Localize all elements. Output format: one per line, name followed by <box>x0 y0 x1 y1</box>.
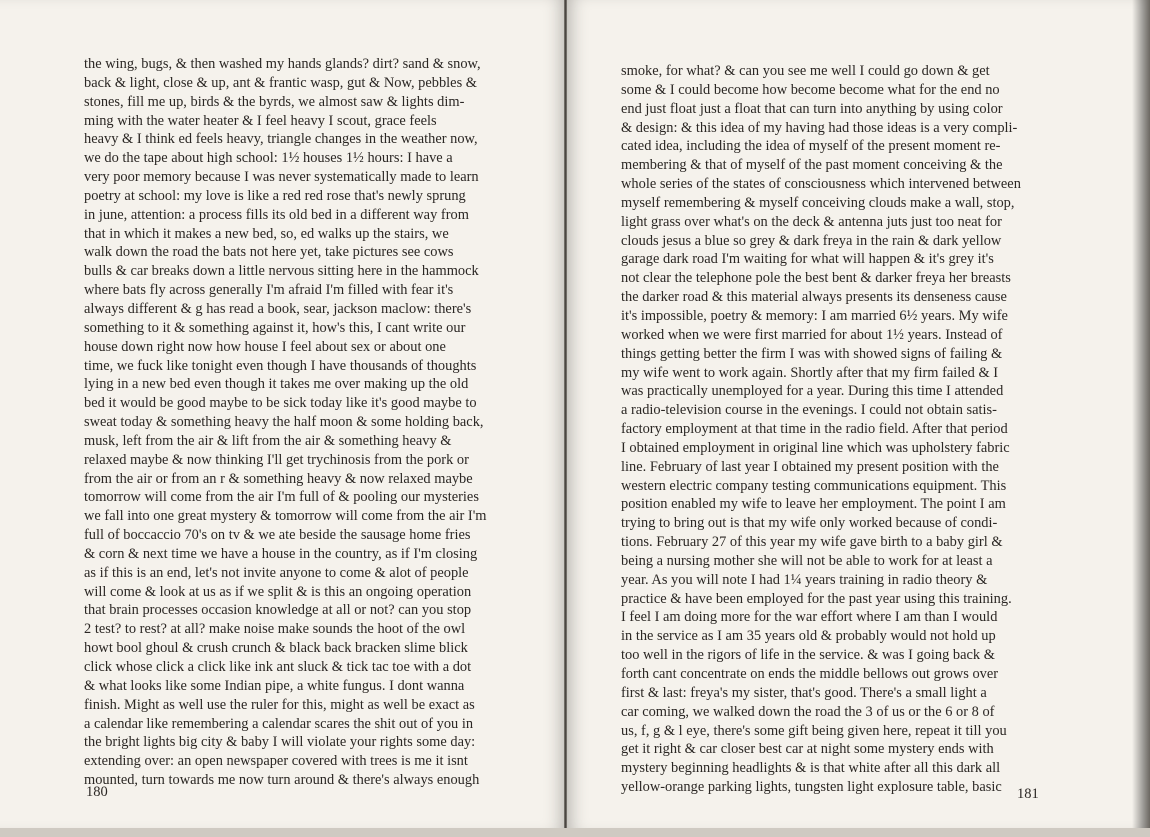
text-line: howt bool ghoul & crush crunch & black back bracken slime blick <box>84 640 468 657</box>
text-line: that brain processes occasion knowledge at all or not? can you stop <box>84 602 472 619</box>
text-line: & what looks like some Indian pipe, a white fungus. I dont wanna <box>84 677 465 694</box>
text-line: tions. February 27 of this year my wife gave birth to a baby girl & <box>621 534 1003 551</box>
text-line: myself remembering & myself conceiving clouds make a wall, stop, <box>621 194 1015 211</box>
text-line: as if this is an end, let's not invite anyone to come & alot of people <box>84 564 469 581</box>
text-line: year. As you will note I had 1¼ years training in radio theory & <box>621 571 988 588</box>
text-line: in june, attention: a process fills its old bed in a different way from <box>84 206 469 223</box>
scan-bottom-edge <box>0 828 1150 837</box>
text-line: worked when we were first married for about 1½ years. Instead of <box>621 326 1003 343</box>
text-line: where bats fly across generally I'm afraid I'm filled with fear it's <box>84 282 454 299</box>
text-line: & design: & this idea of my having had those ideas is a very compli- <box>621 119 1018 136</box>
text-line: that in which it makes a new bed, so, ed walks up the stairs, we <box>84 225 449 242</box>
text-line: relaxed maybe & now thinking I'll get trychinosis from the pork or <box>84 451 469 468</box>
text-line: back & light, close & up, ant & frantic wasp, gut & Now, pebbles & <box>84 74 477 91</box>
text-line: first & last: freya's my sister, that's good. There's a small light a <box>621 684 987 701</box>
text-line: & corn & next time we have a house in the country, as if I'm closing <box>84 545 478 562</box>
text-line: line. February of last year I obtained my present position with the <box>621 458 999 475</box>
text-line: from the air or from an r & something heavy & now relaxed maybe <box>84 470 473 487</box>
text-line: the darker road & this material always presents its denseness cause <box>621 289 1007 306</box>
text-line: bed it would be good maybe to be sick today like it's good maybe to <box>84 395 477 412</box>
text-line: poetry at school: my love is like a red red rose that's newly sprung <box>84 187 466 204</box>
text-line: trying to bring out is that my wife only worked because of condi- <box>621 515 998 532</box>
left-page-text <box>84 55 554 790</box>
text-line: not clear the telephone pole the best bent & darker freya her breasts <box>621 270 1011 287</box>
text-line: get it right & car closer best car at night some mystery ends with <box>621 741 994 758</box>
text-line: click whose click a click like ink ant sluck & tick tac toe with a dot <box>84 659 472 675</box>
text-line: mounted, turn towards me now turn around & there's always enough <box>84 772 480 789</box>
text-line: cated idea, including the idea of myself of the present moment re- <box>621 138 1001 155</box>
text-line: my wife went to work again. Shortly after that my firm failed & I <box>621 364 999 381</box>
text-line: we fall into one great mystery & tomorrow will come from the air I'm <box>84 508 487 525</box>
text-line: the wing, bugs, & then washed my hands glands? dirt? sand & snow, <box>84 56 481 72</box>
text-line: light grass over what's on the deck & antenna juts just too neat for <box>621 213 1002 230</box>
text-line: ming with the water heater & I feel heavy I scout, grace feels <box>84 112 437 129</box>
text-line: sweat today & something heavy the half moon & some holding back, <box>84 414 484 431</box>
text-line: a calendar like remembering a calendar scares the shit out of you in <box>84 715 474 732</box>
book-gutter <box>564 0 567 830</box>
text-line: smoke, for what? & can you see me well I could go down & get <box>621 63 990 79</box>
text-line: full of boccaccio 70's on tv & we ate beside the sausage home fries <box>84 527 471 544</box>
text-line: in the service as I am 35 years old & probably would not hold up <box>621 628 996 645</box>
text-line: practice & have been employed for the past year using this training. <box>621 590 1012 607</box>
text-line: whole series of the states of consciousness which intervened between <box>621 176 1021 193</box>
text-line: we do the tape about high school: 1½ houses 1½ hours: I have a <box>84 150 453 167</box>
text-line: clouds jesus a blue so grey & dark freya in the rain & dark yellow <box>621 232 1002 249</box>
text-line: car coming, we walked down the road the 3 of us or the 6 or 8 of <box>621 703 995 720</box>
text-line: always different & g has read a book, sear, jackson maclow: there's <box>84 300 472 317</box>
text-line: it's impossible, poetry & memory: I am married 6½ years. My wife <box>621 307 1008 324</box>
text-line: us, f, g & l eye, there's some gift being given here, repeat it till you <box>621 722 1007 739</box>
text-line: time, we fuck like tonight even though I have thousands of thoughts <box>84 357 477 374</box>
text-line: bulls & car breaks down a little nervous sitting here in the hammock <box>84 263 479 280</box>
left-page <box>0 0 566 830</box>
text-line: I feel I am doing more for the war effort where I am than I would <box>621 609 998 626</box>
text-line: garage dark road I'm waiting for what will happen & it's grey it's <box>621 251 994 268</box>
text-line: some & I could become how become become what for the end no <box>621 81 1000 98</box>
text-line: membering & that of myself of the past moment conceiving & the <box>621 157 1003 174</box>
text-line: western electric company testing communications equipment. This <box>621 477 1007 494</box>
text-line: extending over: an open newspaper covered with trees is me it isnt <box>84 753 468 770</box>
text-line: the bright lights big city & baby I will violate your rights some day: <box>84 734 476 751</box>
text-line: walk down the road the bats not here yet, take pictures see cows <box>84 244 454 261</box>
text-line: lying in a new bed even though it takes me over making up the old <box>84 376 469 393</box>
text-line: stones, fill me up, birds & the byrds, we almost saw & lights dim- <box>84 93 465 110</box>
page-edge-shadow <box>1132 0 1150 830</box>
right-page <box>566 0 1150 830</box>
text-line: too well in the rigors of life in the service. & was I going back & <box>621 647 995 664</box>
left-page-number: 180 <box>86 784 108 800</box>
text-line: mystery beginning headlights & is that white after all this dark all <box>621 760 1001 777</box>
text-line: will come & look at us as if we split & is this an ongoing operation <box>84 583 472 600</box>
text-line: 2 test? to rest? at all? make noise make sounds the hoot of the owl <box>84 621 466 638</box>
text-line: tomorrow will come from the air I'm full of & pooling our mysteries <box>84 489 479 506</box>
text-line: end just float just a float that can turn into anything by using color <box>621 100 1003 117</box>
text-line: position enabled my wife to leave her employment. The point I am <box>621 496 1006 513</box>
text-line: finish. Might as well use the ruler for this, might as well be exact as <box>84 696 475 713</box>
right-page-text <box>621 62 1091 797</box>
text-line: something to it & something against it, how's this, I cant write our <box>84 319 466 336</box>
text-line: forth cant concentrate on ends the middle bellows out grows over <box>621 666 999 682</box>
text-line: yellow-orange parking lights, tungsten light explosure table, basic <box>621 779 1002 796</box>
text-line: things getting better the firm I was with showed signs of failing & <box>621 345 1003 362</box>
text-line: being a nursing mother she will not be able to work for at least a <box>621 552 993 569</box>
text-line: factory employment at that time in the radio field. After that period <box>621 421 1008 438</box>
text-line: was practically unemployed for a year. During this time I attended <box>621 383 1004 400</box>
right-page-number: 181 <box>1017 786 1039 802</box>
text-line: I obtained employment in original line which was upholstery fabric <box>621 439 1010 456</box>
text-line: heavy & I think ed feels heavy, triangle changes in the weather now, <box>84 131 478 148</box>
text-line: a radio-television course in the evenings. I could not obtain satis- <box>621 402 997 419</box>
text-line: house down right now how house I feel about sex or about one <box>84 338 446 355</box>
text-line: very poor memory because I was never systematically made to learn <box>84 169 479 186</box>
text-line: musk, left from the air & lift from the air & something heavy & <box>84 432 452 449</box>
